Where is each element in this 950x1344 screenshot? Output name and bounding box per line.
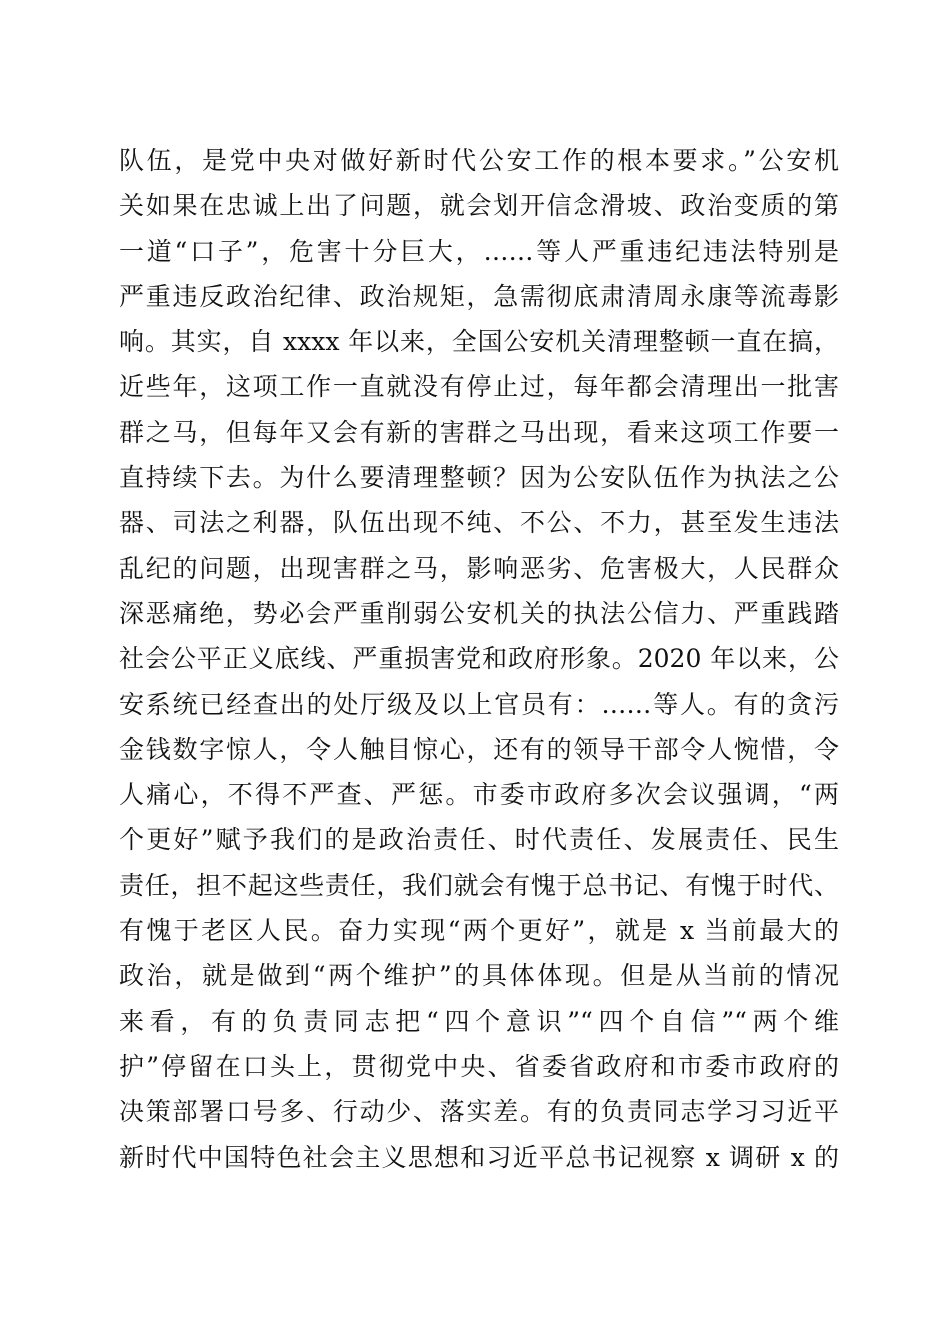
text-line: 责任，担不起这些责任，我们就会有愧于总书记、有愧于时代、 [119,870,839,900]
text-line: 近些年，这项工作一直就没有停止过，每年都会清理出一批害 [119,372,839,402]
text-line: 政治，就是做到“两个维护”的具体体现。但是从当前的情况 [119,961,839,991]
text-line: 有愧于老区人民。奋力实现“两个更好”，就是 x 当前最大的 [119,916,839,946]
text-line: 乱纪的问题，出现害群之马，影响恶劣、危害极大，人民群众 [119,553,839,583]
text-line: 深恶痛绝，势必会严重削弱公安机关的执法公信力、严重践踏 [119,598,839,628]
text-line: 来看，有的负责同志把“四个意识”“四个自信”“两个维 [119,1006,839,1036]
text-line: 一道“口子”，危害十分巨大，……等人严重违纪违法特别是 [119,236,839,266]
text-line: 严重违反政治纪律、政治规矩，急需彻底肃清周永康等流毒影 [119,281,839,311]
text-line: 器、司法之利器，队伍出现不纯、不公、不力，甚至发生违法 [119,508,839,538]
text-line: 社会公平正义底线、严重损害党和政府形象。2020 年以来，公 [119,644,839,674]
text-line: 决策部署口号多、行动少、落实差。有的负责同志学习习近平 [119,1097,839,1127]
text-line: 金钱数字惊人，令人触目惊心，还有的领导干部令人惋惜，令 [119,734,839,764]
text-line: 关如果在忠诚上出了问题，就会划开信念滑坡、政治变质的第 [119,191,839,221]
text-line: 响。其实，自 xxxx 年以来，全国公安机关清理整顿一直在搞， [119,327,839,357]
text-line: 群之马，但每年又会有新的害群之马出现，看来这项工作要一 [119,417,839,447]
text-line: 队伍，是党中央对做好新时代公安工作的根本要求。”公安机 [119,146,839,175]
text-line: 护”停留在口头上，贯彻党中央、省委省政府和市委市政府的 [119,1051,839,1081]
text-line: 人痛心，不得不严查、严惩。市委市政府多次会议强调，“两 [119,780,839,810]
text-line: 直持续下去。为什么要清理整顿？因为公安队伍作为执法之公 [119,463,839,493]
text-line: 个更好”赋予我们的是政治责任、时代责任、发展责任、民生 [119,825,839,855]
text-line: 安系统已经查出的处厅级及以上官员有：……等人。有的贪污 [119,689,839,719]
text-line: 新时代中国特色社会主义思想和习近平总书记视察 x 调研 x 的 [119,1142,839,1172]
body-text [119,138,839,1180]
